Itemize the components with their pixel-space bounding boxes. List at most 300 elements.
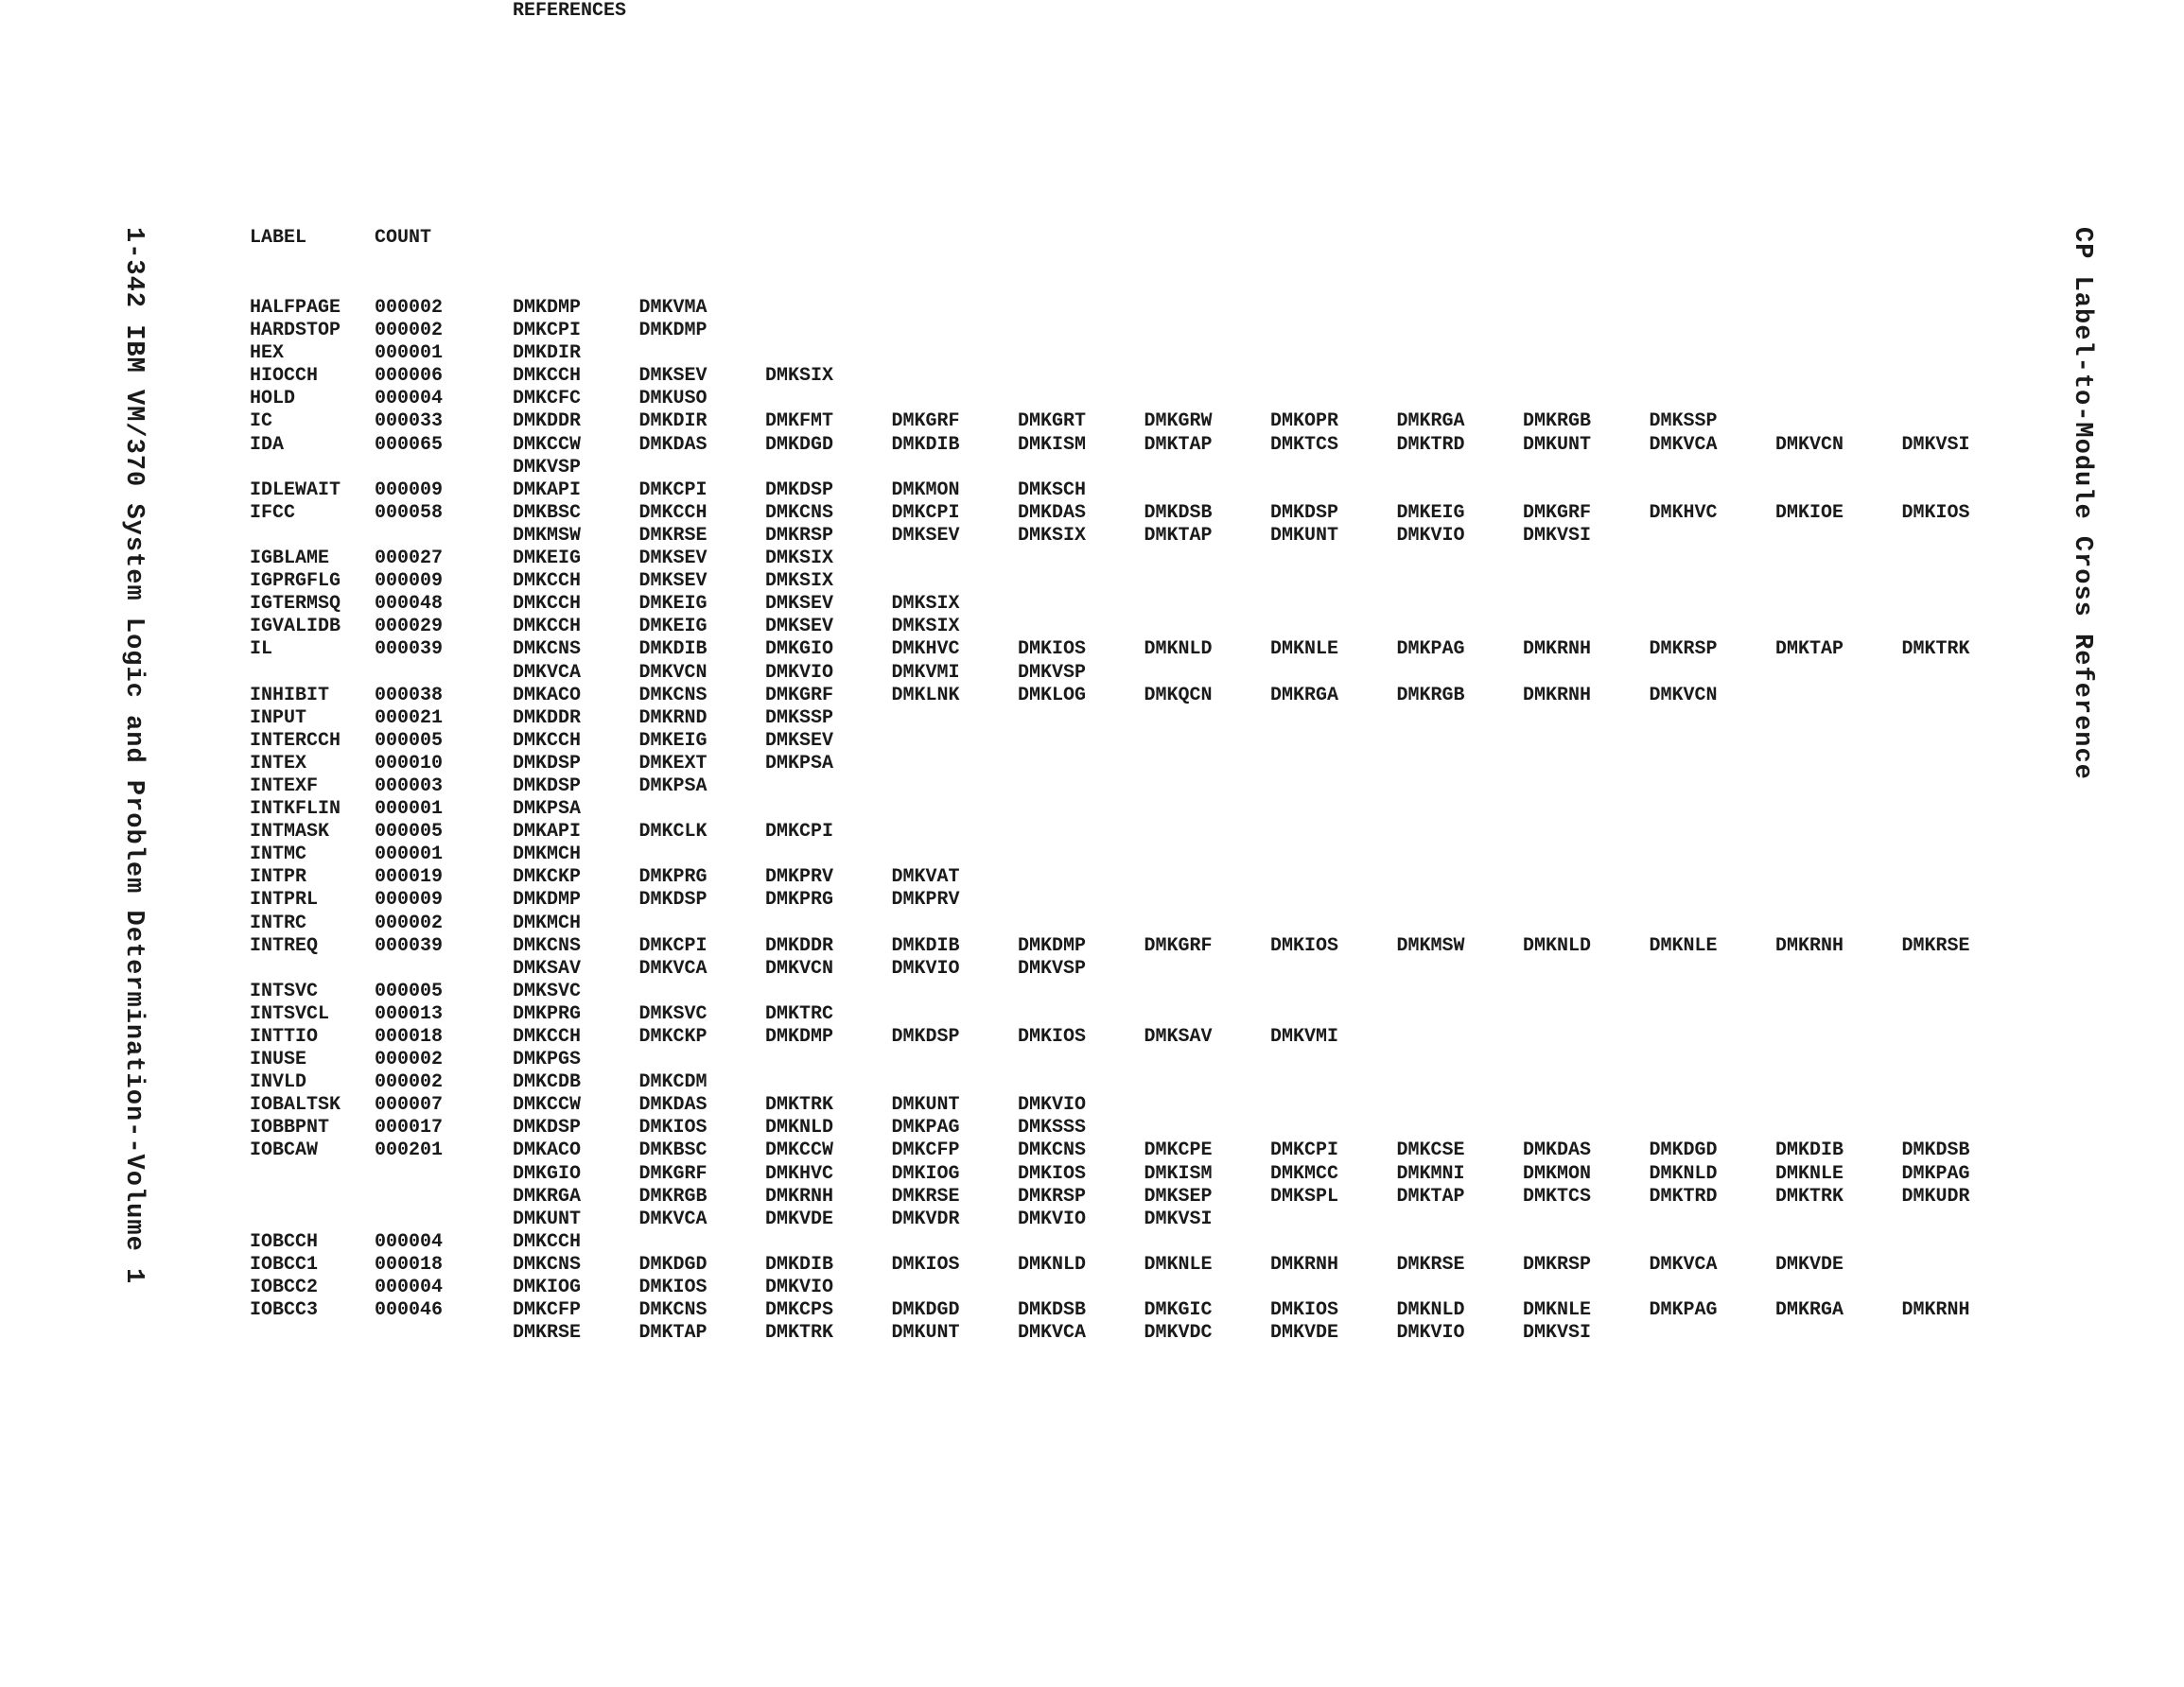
module-reference: DMKDSP: [638, 889, 708, 912]
module-reference: DMKEIG: [513, 548, 582, 570]
module-reference: DMKRGA: [1775, 1299, 1844, 1322]
module-reference: DMKFMT: [765, 410, 834, 433]
module-reference: DMKACO: [513, 1139, 582, 1162]
module-reference: DMKPRV: [765, 866, 834, 889]
row-label: INTMC: [250, 844, 307, 866]
module-reference: DMKUNT: [1523, 433, 1592, 456]
row-label: HARDSTOP: [250, 320, 341, 342]
module-reference: DMKGIO: [765, 638, 834, 661]
module-reference: DMKRNH: [765, 1185, 834, 1208]
module-reference: DMKVCN: [1649, 684, 1718, 706]
module-reference: DMKVSI: [1523, 524, 1592, 547]
module-reference: DMKGRF: [1523, 501, 1592, 524]
module-reference: DMKMCH: [513, 912, 582, 934]
module-reference: DMKVCA: [638, 1208, 708, 1230]
module-reference: DMKVSI: [1523, 1322, 1592, 1345]
module-reference: DMKNLD: [1523, 934, 1592, 957]
row-references: [513, 388, 765, 410]
module-reference: DMKRSE: [891, 1185, 960, 1208]
module-reference: DMKGRF: [891, 410, 960, 433]
module-reference: DMKRSE: [1901, 934, 1970, 957]
module-reference: DMKRSP: [1018, 1185, 1087, 1208]
row-label: INTPR: [250, 866, 307, 889]
module-reference: DMKSVC: [513, 980, 582, 1002]
module-reference: DMKIOS: [638, 1277, 708, 1299]
row-references: [513, 1163, 2028, 1186]
module-reference: DMKCDB: [513, 1071, 582, 1094]
module-reference: DMKVDR: [891, 1208, 960, 1230]
row-count: 000009: [375, 889, 444, 912]
module-reference: DMKPRG: [513, 1002, 582, 1025]
module-reference: DMKIOE: [1775, 501, 1844, 524]
module-reference: DMKPRG: [638, 866, 708, 889]
row-label: IOBCCH: [250, 1230, 319, 1253]
row-label: INPUT: [250, 706, 307, 729]
row-references: [513, 342, 639, 365]
row-references: [513, 935, 2028, 958]
row-count: 000004: [375, 1277, 444, 1299]
row-count: 000005: [375, 821, 444, 844]
module-reference: DMKDAS: [638, 1094, 708, 1117]
module-reference: DMKEIG: [638, 593, 708, 616]
module-reference: DMKLNK: [891, 684, 960, 706]
row-references: [513, 1049, 639, 1071]
row-count: 000021: [375, 706, 444, 729]
row-references: [513, 1299, 2028, 1322]
module-reference: DMKCSE: [1396, 1139, 1465, 1162]
module-reference: DMKSVC: [638, 1002, 708, 1025]
row-count: 000039: [375, 934, 444, 957]
row-count: 000058: [375, 501, 444, 524]
module-reference: DMKCPS: [765, 1299, 834, 1322]
module-reference: DMKVCA: [1649, 1253, 1718, 1276]
module-reference: DMKVIO: [765, 1277, 834, 1299]
module-reference: DMKUNT: [891, 1094, 960, 1117]
module-reference: DMKTRD: [1649, 1185, 1718, 1208]
row-label: HIOCCH: [250, 365, 319, 388]
module-reference: DMKNLE: [1270, 638, 1339, 661]
module-reference: DMKNLE: [1649, 934, 1718, 957]
module-reference: DMKPSA: [638, 774, 708, 797]
module-reference: DMKCFP: [891, 1139, 960, 1162]
row-references: [513, 525, 1650, 548]
row-count: 000018: [375, 1026, 444, 1048]
row-references: [513, 889, 1018, 912]
row-label: INUSE: [250, 1049, 307, 1071]
module-reference: DMKVIO: [1018, 1208, 1087, 1230]
module-reference: DMKCNS: [513, 638, 582, 661]
module-reference: DMKSEV: [638, 570, 708, 593]
module-reference: DMKCCH: [513, 729, 582, 752]
row-count: 000009: [375, 478, 444, 501]
row-label: IGVALIDB: [250, 616, 341, 638]
row-references: [513, 1026, 1397, 1049]
module-reference: DMKTAP: [1144, 524, 1213, 547]
module-reference: DMKUNT: [513, 1208, 582, 1230]
row-references: [513, 1277, 892, 1299]
row-count: 000005: [375, 980, 444, 1002]
row-count: 000033: [375, 410, 444, 433]
row-references: [513, 593, 1018, 616]
module-reference: DMKACO: [513, 684, 582, 706]
module-reference: DMKDSP: [765, 478, 834, 501]
module-reference: DMKCCH: [513, 616, 582, 638]
module-reference: DMKCFC: [513, 388, 582, 410]
module-reference: DMKVMI: [1270, 1026, 1339, 1048]
module-reference: DMKCCH: [513, 1026, 582, 1048]
row-references: [513, 753, 892, 775]
module-reference: DMKCNS: [513, 1253, 582, 1276]
module-reference: DMKAPI: [513, 821, 582, 844]
row-count: 000039: [375, 638, 444, 661]
module-reference: DMKDSB: [1018, 1299, 1087, 1322]
module-reference: DMKDIB: [1775, 1139, 1844, 1162]
module-reference: DMKDDR: [765, 934, 834, 957]
module-reference: DMKUSO: [638, 388, 708, 410]
module-reference: DMKNLD: [1144, 638, 1213, 661]
row-count: 000048: [375, 593, 444, 616]
module-reference: DMKVSP: [513, 456, 582, 478]
row-references: [513, 616, 1018, 638]
module-reference: DMKMON: [891, 478, 960, 501]
module-reference: DMKCNS: [513, 934, 582, 957]
module-reference: DMKVIO: [765, 661, 834, 684]
row-label: INTRC: [250, 912, 307, 934]
row-references: [513, 1094, 1144, 1117]
row-count: 000017: [375, 1117, 444, 1139]
row-references: [513, 1186, 2028, 1209]
module-reference: DMKRGA: [1270, 684, 1339, 706]
module-reference: DMKNLE: [1523, 1299, 1592, 1322]
module-reference: DMKGRT: [1018, 410, 1087, 433]
module-reference: DMKISM: [1018, 433, 1087, 456]
module-reference: DMKVDE: [1775, 1253, 1844, 1276]
module-reference: DMKVCA: [1649, 433, 1718, 456]
row-label: INTEX: [250, 752, 307, 774]
module-reference: DMKCPE: [1144, 1139, 1213, 1162]
module-reference: DMKDGD: [891, 1299, 960, 1322]
module-reference: DMKRGB: [638, 1185, 708, 1208]
row-label: INTSVCL: [250, 1002, 330, 1025]
module-reference: DMKDGD: [1649, 1139, 1718, 1162]
module-reference: DMKISM: [1144, 1162, 1213, 1185]
module-reference: DMKCPI: [1270, 1139, 1339, 1162]
module-reference: DMKRSP: [1649, 638, 1718, 661]
module-reference: DMKRSP: [1523, 1253, 1592, 1276]
row-label: HALFPAGE: [250, 297, 341, 319]
row-references: [513, 775, 765, 798]
module-reference: DMKRGB: [1523, 410, 1592, 433]
module-reference: DMKMCC: [1270, 1162, 1339, 1185]
row-references: [513, 798, 639, 821]
row-label: INTTIO: [250, 1026, 319, 1048]
module-reference: DMKCPI: [765, 821, 834, 844]
module-reference: DMKEIG: [1396, 501, 1465, 524]
module-reference: DMKRNH: [1523, 638, 1592, 661]
row-count: 000065: [375, 433, 444, 456]
row-label: HEX: [250, 342, 285, 365]
module-reference: DMKPSA: [513, 798, 582, 821]
module-reference: DMKNLE: [1144, 1253, 1213, 1276]
row-count: 000002: [375, 1071, 444, 1094]
module-reference: DMKDSP: [513, 752, 582, 774]
module-reference: DMKIOS: [638, 1117, 708, 1139]
module-reference: DMKVAT: [891, 866, 960, 889]
module-reference: DMKPAG: [1649, 1299, 1718, 1322]
row-references: [513, 297, 765, 320]
column-header-label: LABEL: [250, 227, 307, 249]
row-count: 000027: [375, 548, 444, 570]
row-label: INHIBIT: [250, 684, 330, 706]
module-reference: DMKIOS: [1018, 1162, 1087, 1185]
page-side-title: 1-342 IBM VM/370 System Logic and Problem Determination--Volume 1: [119, 227, 148, 1285]
module-reference: DMKIOS: [1270, 934, 1339, 957]
row-references: [513, 638, 2028, 661]
module-reference: DMKRGA: [513, 1185, 582, 1208]
module-reference: DMKVDE: [765, 1208, 834, 1230]
module-reference: DMKDAS: [1018, 501, 1087, 524]
module-reference: DMKSCH: [1018, 478, 1087, 501]
module-reference: DMKSIX: [765, 365, 834, 388]
row-label: IGTERMSQ: [250, 593, 341, 616]
row-count: 000201: [375, 1139, 444, 1162]
row-references: [513, 1003, 892, 1026]
module-reference: DMKDGD: [638, 1253, 708, 1276]
module-reference: DMKTRK: [1901, 638, 1970, 661]
row-label: IOBALTSK: [250, 1094, 341, 1117]
module-reference: DMKRNH: [1270, 1253, 1339, 1276]
module-reference: DMKDGD: [765, 433, 834, 456]
module-reference: DMKCKP: [513, 866, 582, 889]
module-reference: DMKVCN: [1775, 433, 1844, 456]
module-reference: DMKGRF: [638, 1162, 708, 1185]
row-references: [513, 320, 765, 342]
row-references: [513, 707, 892, 730]
row-label: IL: [250, 638, 273, 661]
module-reference: DMKRSE: [513, 1322, 582, 1345]
row-references: [513, 457, 639, 479]
module-reference: DMKVIO: [1018, 1094, 1087, 1117]
module-reference: DMKBSC: [513, 501, 582, 524]
module-reference: DMKSEV: [765, 616, 834, 638]
module-reference: DMKNLD: [765, 1117, 834, 1139]
row-label: IOBCC3: [250, 1299, 319, 1322]
row-references: [513, 365, 892, 388]
module-reference: DMKEIG: [638, 616, 708, 638]
module-reference: DMKDMP: [513, 889, 582, 912]
module-reference: DMKSPL: [1270, 1185, 1339, 1208]
row-count: 000002: [375, 320, 444, 342]
module-reference: DMKHVC: [1649, 501, 1718, 524]
module-reference: DMKRGB: [1396, 684, 1465, 706]
module-reference: DMKPSA: [765, 752, 834, 774]
column-header-count: COUNT: [375, 227, 432, 249]
module-reference: DMKVSI: [1144, 1208, 1213, 1230]
module-reference: DMKSEV: [638, 365, 708, 388]
module-reference: DMKDSP: [1270, 501, 1339, 524]
module-reference: DMKDIB: [891, 433, 960, 456]
module-reference: DMKRSP: [765, 524, 834, 547]
module-reference: DMKNLE: [1775, 1162, 1844, 1185]
module-reference: DMKHVC: [891, 638, 960, 661]
module-reference: DMKCCH: [638, 501, 708, 524]
module-reference: DMKTAP: [1396, 1185, 1465, 1208]
module-reference: DMKGRW: [1144, 410, 1213, 433]
module-reference: DMKDIR: [638, 410, 708, 433]
row-references: [513, 1231, 639, 1254]
row-count: 000004: [375, 1230, 444, 1253]
module-reference: DMKDIB: [765, 1253, 834, 1276]
row-label: INTPRL: [250, 889, 319, 912]
row-count: 000005: [375, 729, 444, 752]
module-reference: DMKRSE: [1396, 1253, 1465, 1276]
module-reference: DMKAPI: [513, 478, 582, 501]
row-label: INTEXF: [250, 774, 319, 797]
module-reference: DMKCNS: [638, 1299, 708, 1322]
module-reference: DMKTRK: [1775, 1185, 1844, 1208]
row-count: 000007: [375, 1094, 444, 1117]
module-reference: DMKVDC: [1144, 1322, 1213, 1345]
module-reference: DMKPAG: [1396, 638, 1465, 661]
row-references: [513, 844, 639, 866]
module-reference: DMKDSP: [513, 1117, 582, 1139]
module-reference: DMKVDE: [1270, 1322, 1339, 1345]
module-reference: DMKCPI: [638, 934, 708, 957]
module-reference: DMKGIO: [513, 1162, 582, 1185]
module-reference: DMKCCH: [513, 1230, 582, 1253]
row-count: 000003: [375, 774, 444, 797]
row-label: IC: [250, 410, 273, 433]
module-reference: DMKGRF: [765, 684, 834, 706]
module-reference: DMKUDR: [1901, 1185, 1970, 1208]
row-label: IDLEWAIT: [250, 478, 341, 501]
module-reference: DMKVIO: [891, 957, 960, 980]
module-reference: DMKCCH: [513, 593, 582, 616]
module-reference: DMKDIB: [891, 934, 960, 957]
module-reference: DMKPGS: [513, 1049, 582, 1071]
module-reference: DMKTAP: [1775, 638, 1844, 661]
module-reference: DMKRGA: [1396, 410, 1465, 433]
row-references: [513, 1071, 765, 1094]
row-count: 000002: [375, 912, 444, 934]
row-references: [513, 662, 1144, 685]
row-references: [513, 410, 1775, 433]
row-label: INTSVC: [250, 980, 319, 1002]
module-reference: DMKCPI: [638, 478, 708, 501]
module-reference: DMKEIG: [638, 729, 708, 752]
row-count: 000002: [375, 1049, 444, 1071]
module-reference: DMKTRK: [765, 1322, 834, 1345]
module-reference: DMKCPI: [513, 320, 582, 342]
row-references: [513, 981, 639, 1003]
module-reference: DMKIOS: [1018, 1026, 1087, 1048]
row-count: 000001: [375, 844, 444, 866]
module-reference: DMKVSI: [1901, 433, 1970, 456]
row-references: [513, 502, 2028, 525]
row-label: IOBCC1: [250, 1253, 319, 1276]
module-reference: DMKHVC: [765, 1162, 834, 1185]
module-reference: DMKNLD: [1018, 1253, 1087, 1276]
module-reference: DMKCPI: [891, 501, 960, 524]
module-reference: DMKSEV: [891, 524, 960, 547]
module-reference: DMKLOG: [1018, 684, 1087, 706]
row-label: INVLD: [250, 1071, 307, 1094]
module-reference: DMKIOS: [1901, 501, 1970, 524]
module-reference: DMKMCH: [513, 844, 582, 866]
module-reference: DMKRNH: [1523, 684, 1592, 706]
module-reference: DMKCCH: [513, 570, 582, 593]
module-reference: DMKRNH: [1901, 1299, 1970, 1322]
row-label: INTERCCH: [250, 729, 341, 752]
module-reference: DMKSIX: [891, 616, 960, 638]
module-reference: DMKMSW: [513, 524, 582, 547]
module-reference: DMKTRD: [1396, 433, 1465, 456]
module-reference: DMKVIO: [1396, 524, 1465, 547]
module-reference: DMKPRG: [765, 889, 834, 912]
module-reference: DMKCNS: [1018, 1139, 1087, 1162]
row-references: [513, 958, 1144, 981]
module-reference: DMKMON: [1523, 1162, 1592, 1185]
module-reference: DMKDSB: [1144, 501, 1213, 524]
module-reference: DMKPRV: [891, 889, 960, 912]
module-reference: DMKMNI: [1396, 1162, 1465, 1185]
module-reference: DMKIOS: [1018, 638, 1087, 661]
module-reference: DMKIOS: [1270, 1299, 1339, 1322]
module-reference: DMKSSP: [1649, 410, 1718, 433]
module-reference: DMKBSC: [638, 1139, 708, 1162]
module-reference: DMKVMI: [891, 661, 960, 684]
module-reference: DMKCNS: [765, 501, 834, 524]
module-reference: DMKDMP: [638, 320, 708, 342]
module-reference: DMKVSP: [1018, 661, 1087, 684]
row-label: IOBBPNT: [250, 1117, 330, 1139]
module-reference: DMKPAG: [891, 1117, 960, 1139]
row-count: 000002: [375, 297, 444, 319]
module-reference: DMKDAS: [1523, 1139, 1592, 1162]
module-reference: DMKPAG: [1901, 1162, 1970, 1185]
row-references: [513, 1139, 2028, 1162]
module-reference: DMKCCW: [765, 1139, 834, 1162]
module-reference: DMKSSS: [1018, 1117, 1087, 1139]
module-reference: DMKDAS: [638, 433, 708, 456]
module-reference: DMKSIX: [1018, 524, 1087, 547]
module-reference: DMKIOS: [891, 1253, 960, 1276]
row-label: IGBLAME: [250, 548, 330, 570]
row-label: INTKFLIN: [250, 798, 341, 821]
module-reference: DMKVCN: [765, 957, 834, 980]
module-reference: DMKDDR: [513, 410, 582, 433]
row-count: 000013: [375, 1002, 444, 1025]
module-reference: DMKTAP: [1144, 433, 1213, 456]
module-reference: DMKSEV: [638, 548, 708, 570]
module-reference: DMKTRK: [765, 1094, 834, 1117]
row-count: 000018: [375, 1253, 444, 1276]
module-reference: DMKVCN: [638, 661, 708, 684]
row-references: [513, 1254, 1902, 1277]
module-reference: DMKSIX: [765, 570, 834, 593]
module-reference: DMKCNS: [638, 684, 708, 706]
row-count: 000001: [375, 342, 444, 365]
row-references: [513, 913, 639, 935]
module-reference: DMKEXT: [638, 752, 708, 774]
row-references: [513, 1209, 1270, 1231]
module-reference: DMKDSB: [1901, 1139, 1970, 1162]
row-label: IGPRGFLG: [250, 570, 341, 593]
module-reference: DMKQCN: [1144, 684, 1213, 706]
module-reference: DMKRNH: [1775, 934, 1844, 957]
module-reference: DMKIOG: [891, 1162, 960, 1185]
row-references: [513, 685, 1775, 707]
